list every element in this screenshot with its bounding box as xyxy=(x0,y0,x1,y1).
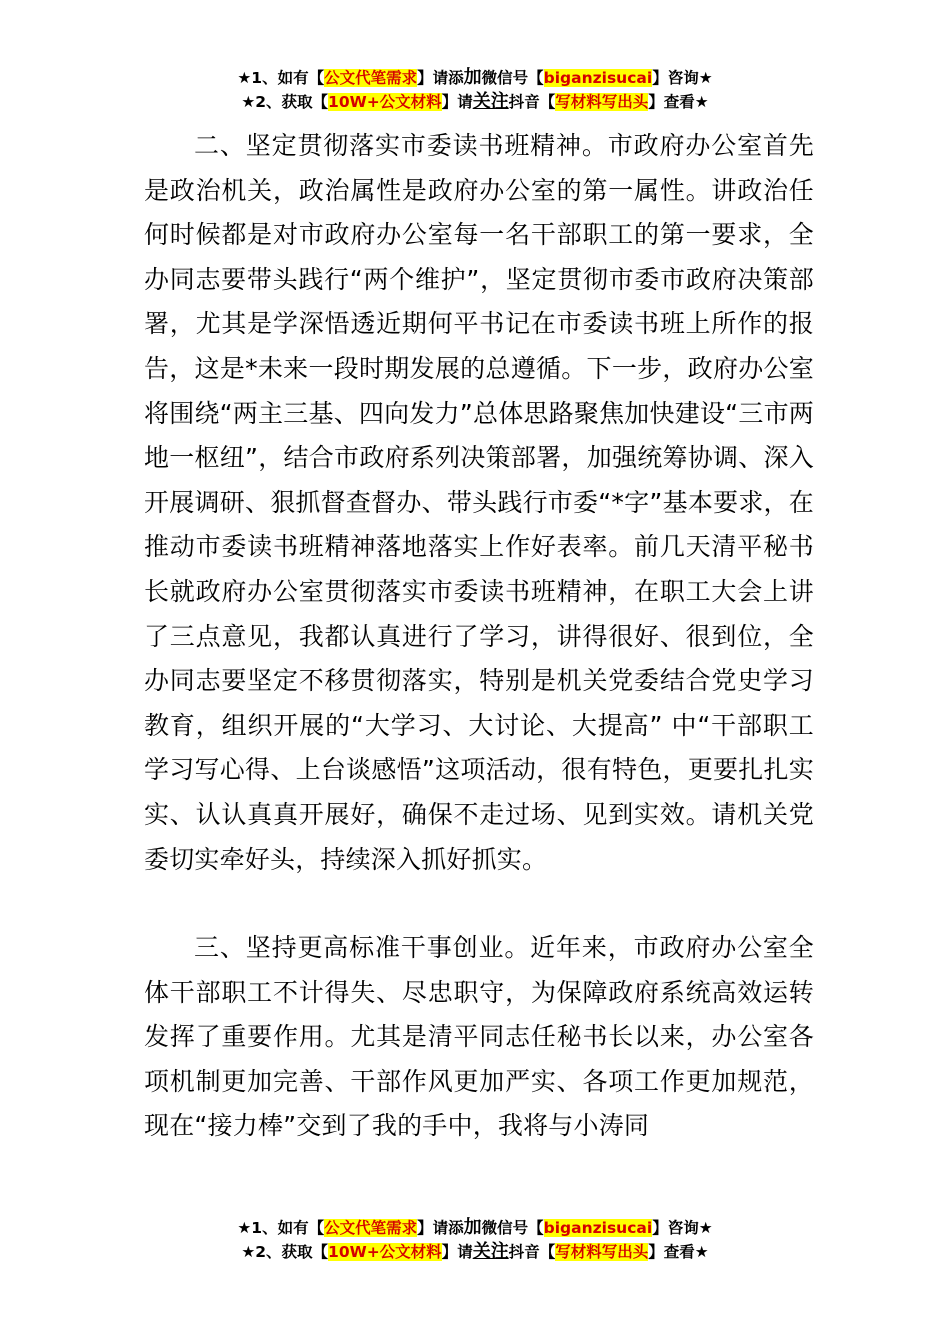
header-line1-suffix: 】咨询★ xyxy=(652,69,713,87)
header-line1-mid1: 】请添 xyxy=(417,69,464,87)
paragraph-section-2: 二、坚定贯彻落实市委读书班精神。市政府办公室首先是政治机关，政治属性是政府办公室的第一属性。讲政治任何时候都是对市政府办公室每一名干部职工的第一要求，全办同志要带头践行“两个维护”，坚定贯彻市委市政府决策部署，尤其是学深悟透近期何平书记在市委读书班上所作的报告，这是*未来一段时期发展的总遵循。下一步，政府办公室将围绕“两主三基、四向发力”总体思路聚焦加快建设“三市两地一枢纽”，结合市政府系列决策部署，加强统筹协调、深入开展调研、狠抓督查督办、带头践行市委“*字”基本要求，在推动市委读书班精神落地落实上作好表率。前几天清平秘书长就政府办公室贯彻落实市委读书班精神，在职工大会上讲了三点意见，我都认真进行了学习，讲得很好、很到位，全办同志要坚定不移贯彻落实，特别是机关党委结合党史学习教育，组织开展的“大学习、大讨论、大提高” 中“干部职工学习写心得、上台谈感悟”这项活动，很有特色，更要扎扎实实、认认真真开展好，确保不走过场、见到实效。请机关党委切实牵好头，持续深入抓好抓实。 xyxy=(144,131,814,874)
footer-line1-wechat-id: biganzisucai xyxy=(543,1219,653,1237)
header-line1-wechat-id: biganzisucai xyxy=(543,69,653,87)
header-line2-materials-highlight: 10W+公文材料 xyxy=(328,93,442,111)
header-notice xyxy=(0,66,950,114)
header-notice-line-1 xyxy=(0,66,950,90)
footer-line1-suffix: 】咨询★ xyxy=(652,1219,713,1237)
header-line1-emphasis: 加 xyxy=(463,67,482,88)
document-body xyxy=(144,124,814,1149)
header-notice-line-2 xyxy=(0,90,950,114)
footer-line2-mid1: 】请 xyxy=(441,1243,473,1261)
header-line2-emphasis: 关注 xyxy=(472,91,509,112)
footer-notice-line-2 xyxy=(0,1240,950,1264)
footer-line2-douyin-id: 写材料写出头 xyxy=(555,1243,649,1261)
paragraph-section-3: 三、坚持更高标准干事创业。近年来，市政府办公室全体干部职工不计得失、尽忠职守，为保障政府系统高效运转发挥了重要作用。尤其是清平同志任秘书长以来，办公室各项机制更加完善、干部作风更加严实、各项工作更加规范，现在“接力棒”交到了我的手中，我将与小涛同 xyxy=(144,933,814,1141)
footer-line1-prefix: ★1、如有【 xyxy=(237,1219,325,1237)
header-line2-suffix: 】查看★ xyxy=(648,93,709,111)
header-line2-mid2: 抖音【 xyxy=(508,93,556,111)
footer-line1-emphasis: 加 xyxy=(463,1217,482,1238)
footer-line2-prefix: ★2、获取【 xyxy=(241,1243,329,1261)
paragraph-spacer xyxy=(144,882,814,926)
footer-line2-emphasis: 关注 xyxy=(472,1241,509,1262)
footer-notice xyxy=(0,1216,950,1264)
header-line2-prefix: ★2、获取【 xyxy=(241,93,329,111)
footer-line2-materials-highlight: 10W+公文材料 xyxy=(328,1243,442,1261)
footer-line1-mid2: 微信号【 xyxy=(481,1219,544,1237)
header-line1-mid2: 微信号【 xyxy=(481,69,544,87)
header-line1-prefix: ★1、如有【 xyxy=(237,69,325,87)
footer-line1-mid1: 】请添 xyxy=(417,1219,464,1237)
header-line2-douyin-id: 写材料写出头 xyxy=(555,93,649,111)
header-line1-service-highlight: 公文代笔需求 xyxy=(324,69,418,87)
footer-line1-service-highlight: 公文代笔需求 xyxy=(324,1219,418,1237)
footer-line2-suffix: 】查看★ xyxy=(648,1243,709,1261)
header-line2-mid1: 】请 xyxy=(441,93,473,111)
footer-notice-line-1 xyxy=(0,1216,950,1240)
footer-line2-mid2: 抖音【 xyxy=(508,1243,556,1261)
